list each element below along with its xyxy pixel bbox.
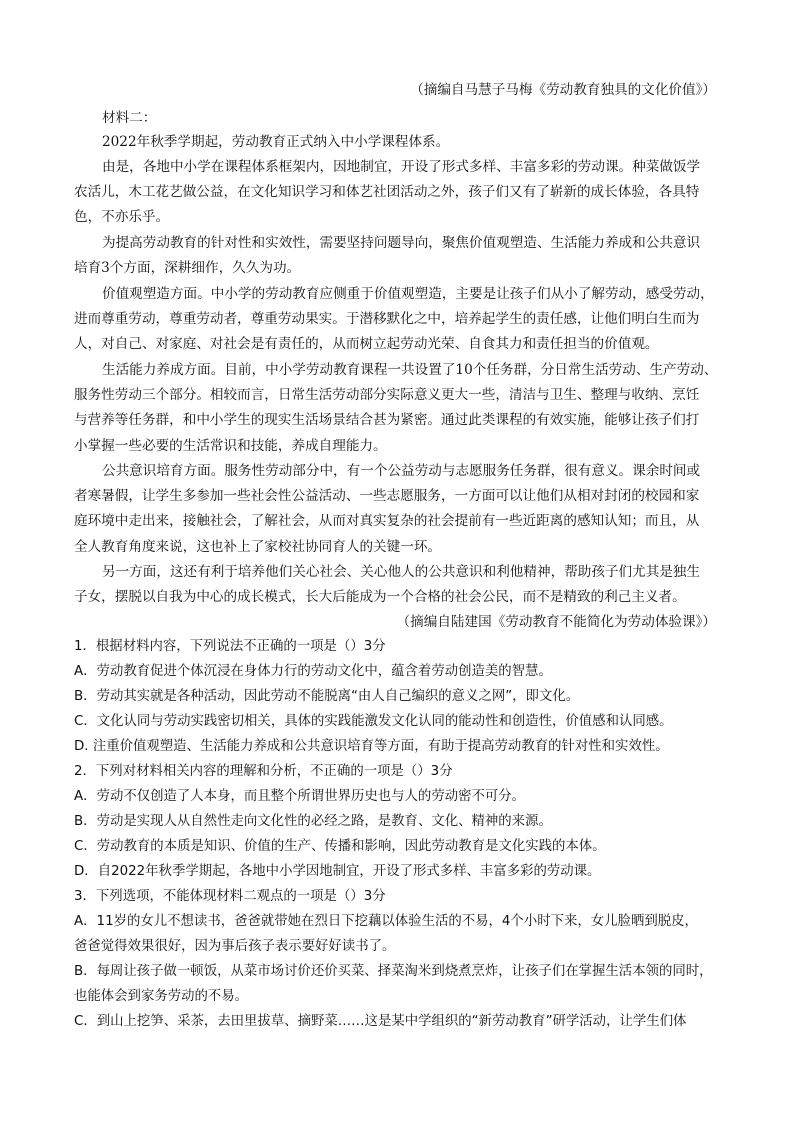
paragraph-line: 服务性劳动三个部分。相较而言，日常生活劳动部分实际意义更大一些，清洁与卫生、整理与收纳、烹饪 xyxy=(74,387,700,403)
paragraph-line: 庭环境中走出来，接触社会，了解社会，从而对真实复杂的社会提前有一些近距离的感知认知；而且，从 xyxy=(74,513,700,529)
question-2-option-b: B．劳动是实现人从自然性走向文化性的必经之路，是教育、文化、精神的来源。 xyxy=(74,814,552,829)
paragraph-line: 全人教育角度来说，这也补上了家校社协同育人的关键一环。 xyxy=(74,539,442,555)
question-2-option-c: C．劳动教育的本质是知识、价值的生产、传播和影响，因此劳动教育是文化实践的本体。 xyxy=(74,839,606,854)
question-1-option-a: A．劳动教育促进个体沉浸在身体力行的劳动文化中，蕴含着劳动创造美的智慧。 xyxy=(74,664,552,679)
question-1-option-b: B．劳动其实就是各种活动，因此劳动不能脱离“由人自己编织的意义之网”，即文化。 xyxy=(74,689,580,704)
question-2-stem: 2．下列对材料相关内容的理解和分析，不正确的一项是（）3分 xyxy=(74,764,453,779)
question-2-option-a: A．劳动不仅创造了人本身，而且整个所谓世界历史也与人的劳动密不可分。 xyxy=(74,789,526,804)
paragraph-line: 生活能力养成方面。目前，中小学劳动教育课程一共设置了10个任务群，分日常生活劳动、生产劳动、 xyxy=(102,362,718,378)
question-3-option-a: A．11岁的女儿不想读书，爸爸就带她在烈日下挖藕以体验生活的不易，4个小时下来，女儿脸晒到脱皮， xyxy=(74,914,698,929)
question-3-option-b-cont: 也能体会到家务劳动的不易。 xyxy=(74,989,249,1004)
paragraph-line: 子女，摆脱以自我为中心的成长模式，长大后能成为一个合格的社会公民，而不是精致的利己主义者。 xyxy=(74,589,686,605)
paragraph-line: 另一方面，这还有利于培养他们关心社会、关心他人的公共意识和利他精神，帮助孩子们尤其是独生 xyxy=(102,564,701,580)
paragraph-line: 培育3个方面，深耕细作，久久为功。 xyxy=(74,260,301,276)
paragraph-line: 公共意识培育方面。服务性劳动部分中，有一个公益劳动与志愿服务任务群，很有意义。课余时间或 xyxy=(102,463,701,479)
paragraph-line: 由是，各地中小学在课程体系框架内，因地制宜，开设了形式多样、丰富多彩的劳动课。种菜做饭学 xyxy=(102,159,701,175)
question-3-option-a-cont: 爸爸觉得效果很好，因为事后孩子表示要好好读书了。 xyxy=(74,939,396,954)
question-1-option-d: D. 注重价值观塑造、生活能力养成和公共意识培育等方面，有助于提高劳动教育的针对性和实效性。 xyxy=(74,739,669,754)
paragraph-line: 者寒暑假，让学生多参加一些社会性公益活动、一些志愿服务，一方面可以让他们从相对封闭的校园和家 xyxy=(74,488,700,504)
question-2-option-d: D．自2022年秋季学期起，各地中小学因地制宜，开设了形式多样、丰富多彩的劳动课。 xyxy=(74,864,601,879)
source-citation-2: （摘编自陆建国《劳动教育不能简化为劳动体验课》） xyxy=(396,614,716,630)
question-1-option-c: C．文化认同与劳动实践密切相关，具体的实践能激发文化认同的能动性和创造性，价值感和认同感。 xyxy=(74,714,673,729)
paragraph-line: 色，不亦乐乎。 xyxy=(74,209,170,225)
paragraph-line: 农活儿，木工花艺做公益，在文化知识学习和体艺社团活动之外，孩子们又有了崭新的成长体验，各具特 xyxy=(74,184,700,200)
paragraph-line: 2022年秋季学期起，劳动教育正式纳入中小学课程体系。 xyxy=(102,134,450,150)
paragraph-line: 小掌握一些必要的生活常识和技能，养成自理能力。 xyxy=(74,438,387,454)
paragraph-line: 进而尊重劳动，尊重劳动者，尊重劳动果实。于潜移默化之中，培养起学生的责任感，让他们明白生而为 xyxy=(74,311,700,327)
source-citation-1: （摘编自马慧子马梅《劳动教育独具的文化价值》） xyxy=(410,82,716,98)
material-2-title: 材料二： xyxy=(102,110,157,126)
paragraph-line: 价值观塑造方面。中小学的劳动教育应侧重于价值观塑造，主要是让孩子们从小了解劳动，感受劳动， xyxy=(102,286,714,302)
paragraph-line: 为提高劳动教育的针对性和实效性，需要坚持问题导向，聚焦价值观塑造、生活能力养成和公共意识 xyxy=(102,235,701,251)
paragraph-line: 与营养等任务群，和中小学生的现实生活场景结合甚为紧密。通过此类课程的有效实施，能够让孩子们打 xyxy=(74,412,700,428)
question-3-option-c: C．到山上挖笋、采茶，去田里拔草、摘野菜……这是某中学组织的“新劳动教育”研学活动，让学生们体 xyxy=(74,1014,687,1029)
paragraph-line: 人，对自己、对家庭、对社会是有责任的，从而树立起劳动光荣、自食其力和责任担当的价值观。 xyxy=(74,336,659,352)
question-3-stem: 3．下列选项，不能体现材料二观点的一项是（）3分 xyxy=(74,889,386,904)
question-1-stem: 1．根据材料内容，下列说法不正确的一项是（）3分 xyxy=(74,639,386,654)
question-3-option-b: B．每周让孩子做一顿饭，从菜市场讨价还价买菜、择菜淘米到烧煮烹炸，让孩子们在掌握生活本领的同时， xyxy=(74,964,713,979)
